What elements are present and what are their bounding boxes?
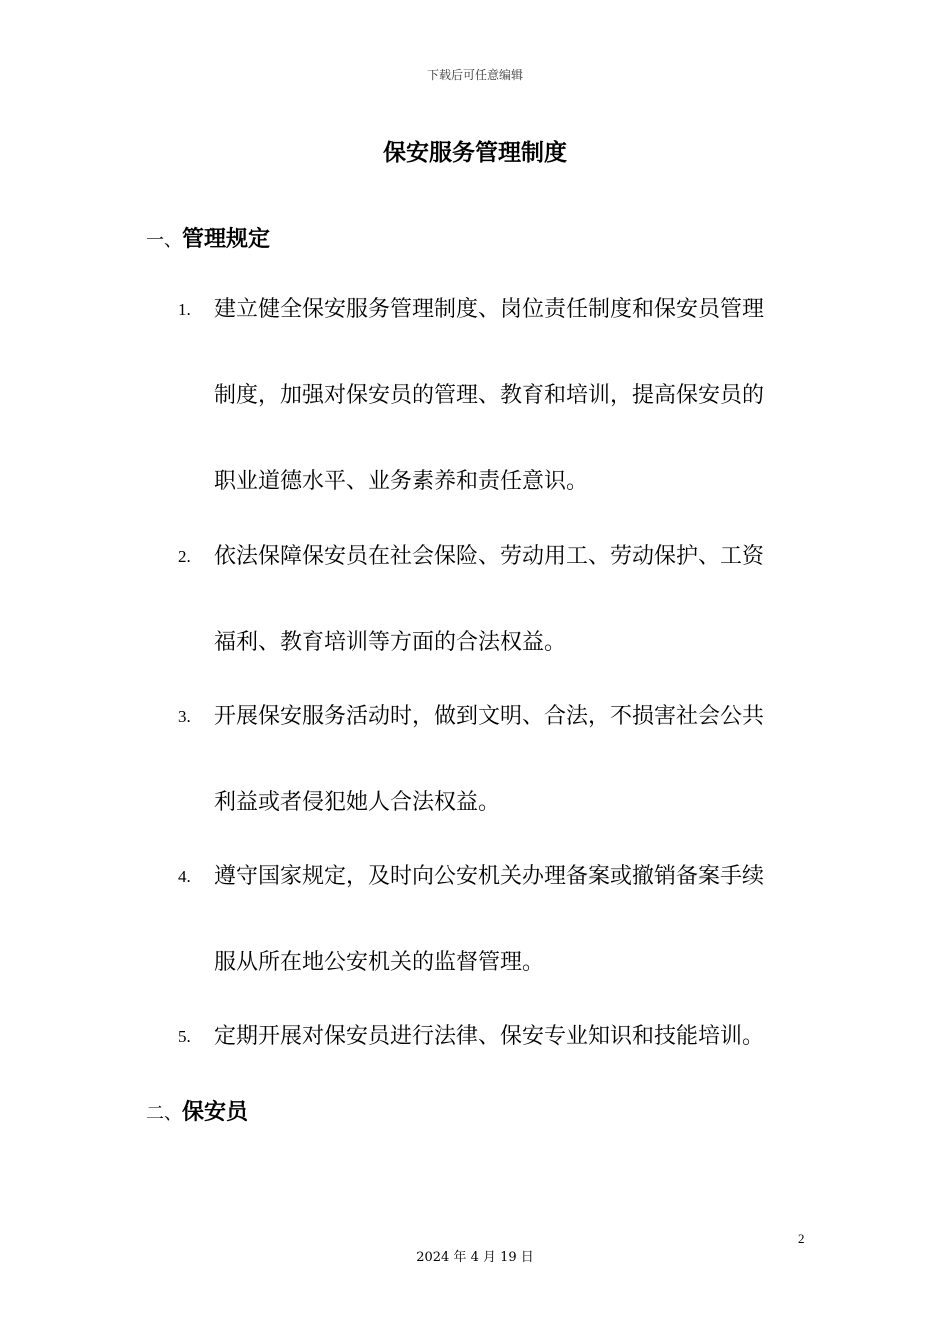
- text-line: 利益或者侵犯她人合法权益。: [214, 790, 501, 815]
- text-line: 建立健全保安服务管理制度、岗位责任制度和保安员管理: [214, 297, 765, 322]
- text-line: 福利、教育培训等方面的合法权益。: [214, 630, 567, 655]
- section-title: 保安员: [182, 1100, 249, 1125]
- section-number: 一、: [146, 230, 182, 251]
- list-item-text: [214, 863, 806, 977]
- section-number: 二、: [146, 1103, 182, 1124]
- list-item-number: 5.: [178, 1027, 191, 1046]
- text-line: 开展保安服务活动时，做到文明、合法，不损害社会公共: [214, 704, 765, 729]
- list-item-number: 3.: [178, 707, 191, 726]
- page-number: 2: [798, 1231, 805, 1246]
- list-item-number: 1.: [178, 300, 191, 319]
- text-line: 制度，加强对保安员的管理、教育和培训，提高保安员的: [214, 383, 765, 408]
- text-line: 定期开展对保安员进行法律、保安专业知识和技能培训。: [214, 1024, 765, 1049]
- text-line: 职业道德水平、业务素养和责任意识。: [214, 469, 589, 494]
- header-note: 下载后可任意编辑: [426, 68, 523, 82]
- section-heading-2: [146, 1095, 248, 1126]
- section-heading-1: [146, 222, 270, 253]
- list-item-text: [214, 543, 806, 657]
- section-title: 管理规定: [182, 227, 271, 252]
- document-title: 保安服务管理制度: [383, 140, 567, 166]
- text-line: 遵守国家规定，及时向公安机关办理备案或撤销备案手续: [214, 864, 765, 889]
- list-item-number: 2.: [178, 547, 191, 566]
- footer-date: 2024 年 4 月 19 日: [416, 1250, 534, 1265]
- list-item-text: [214, 296, 806, 496]
- list-item-number: 4.: [178, 867, 191, 886]
- text-line: 服从所在地公安机关的监督管理。: [214, 950, 545, 975]
- text-line: 依法保障保安员在社会保险、劳动用工、劳动保护、工资: [214, 544, 765, 569]
- list-item-text: [214, 1023, 806, 1051]
- list-item-text: [214, 703, 806, 817]
